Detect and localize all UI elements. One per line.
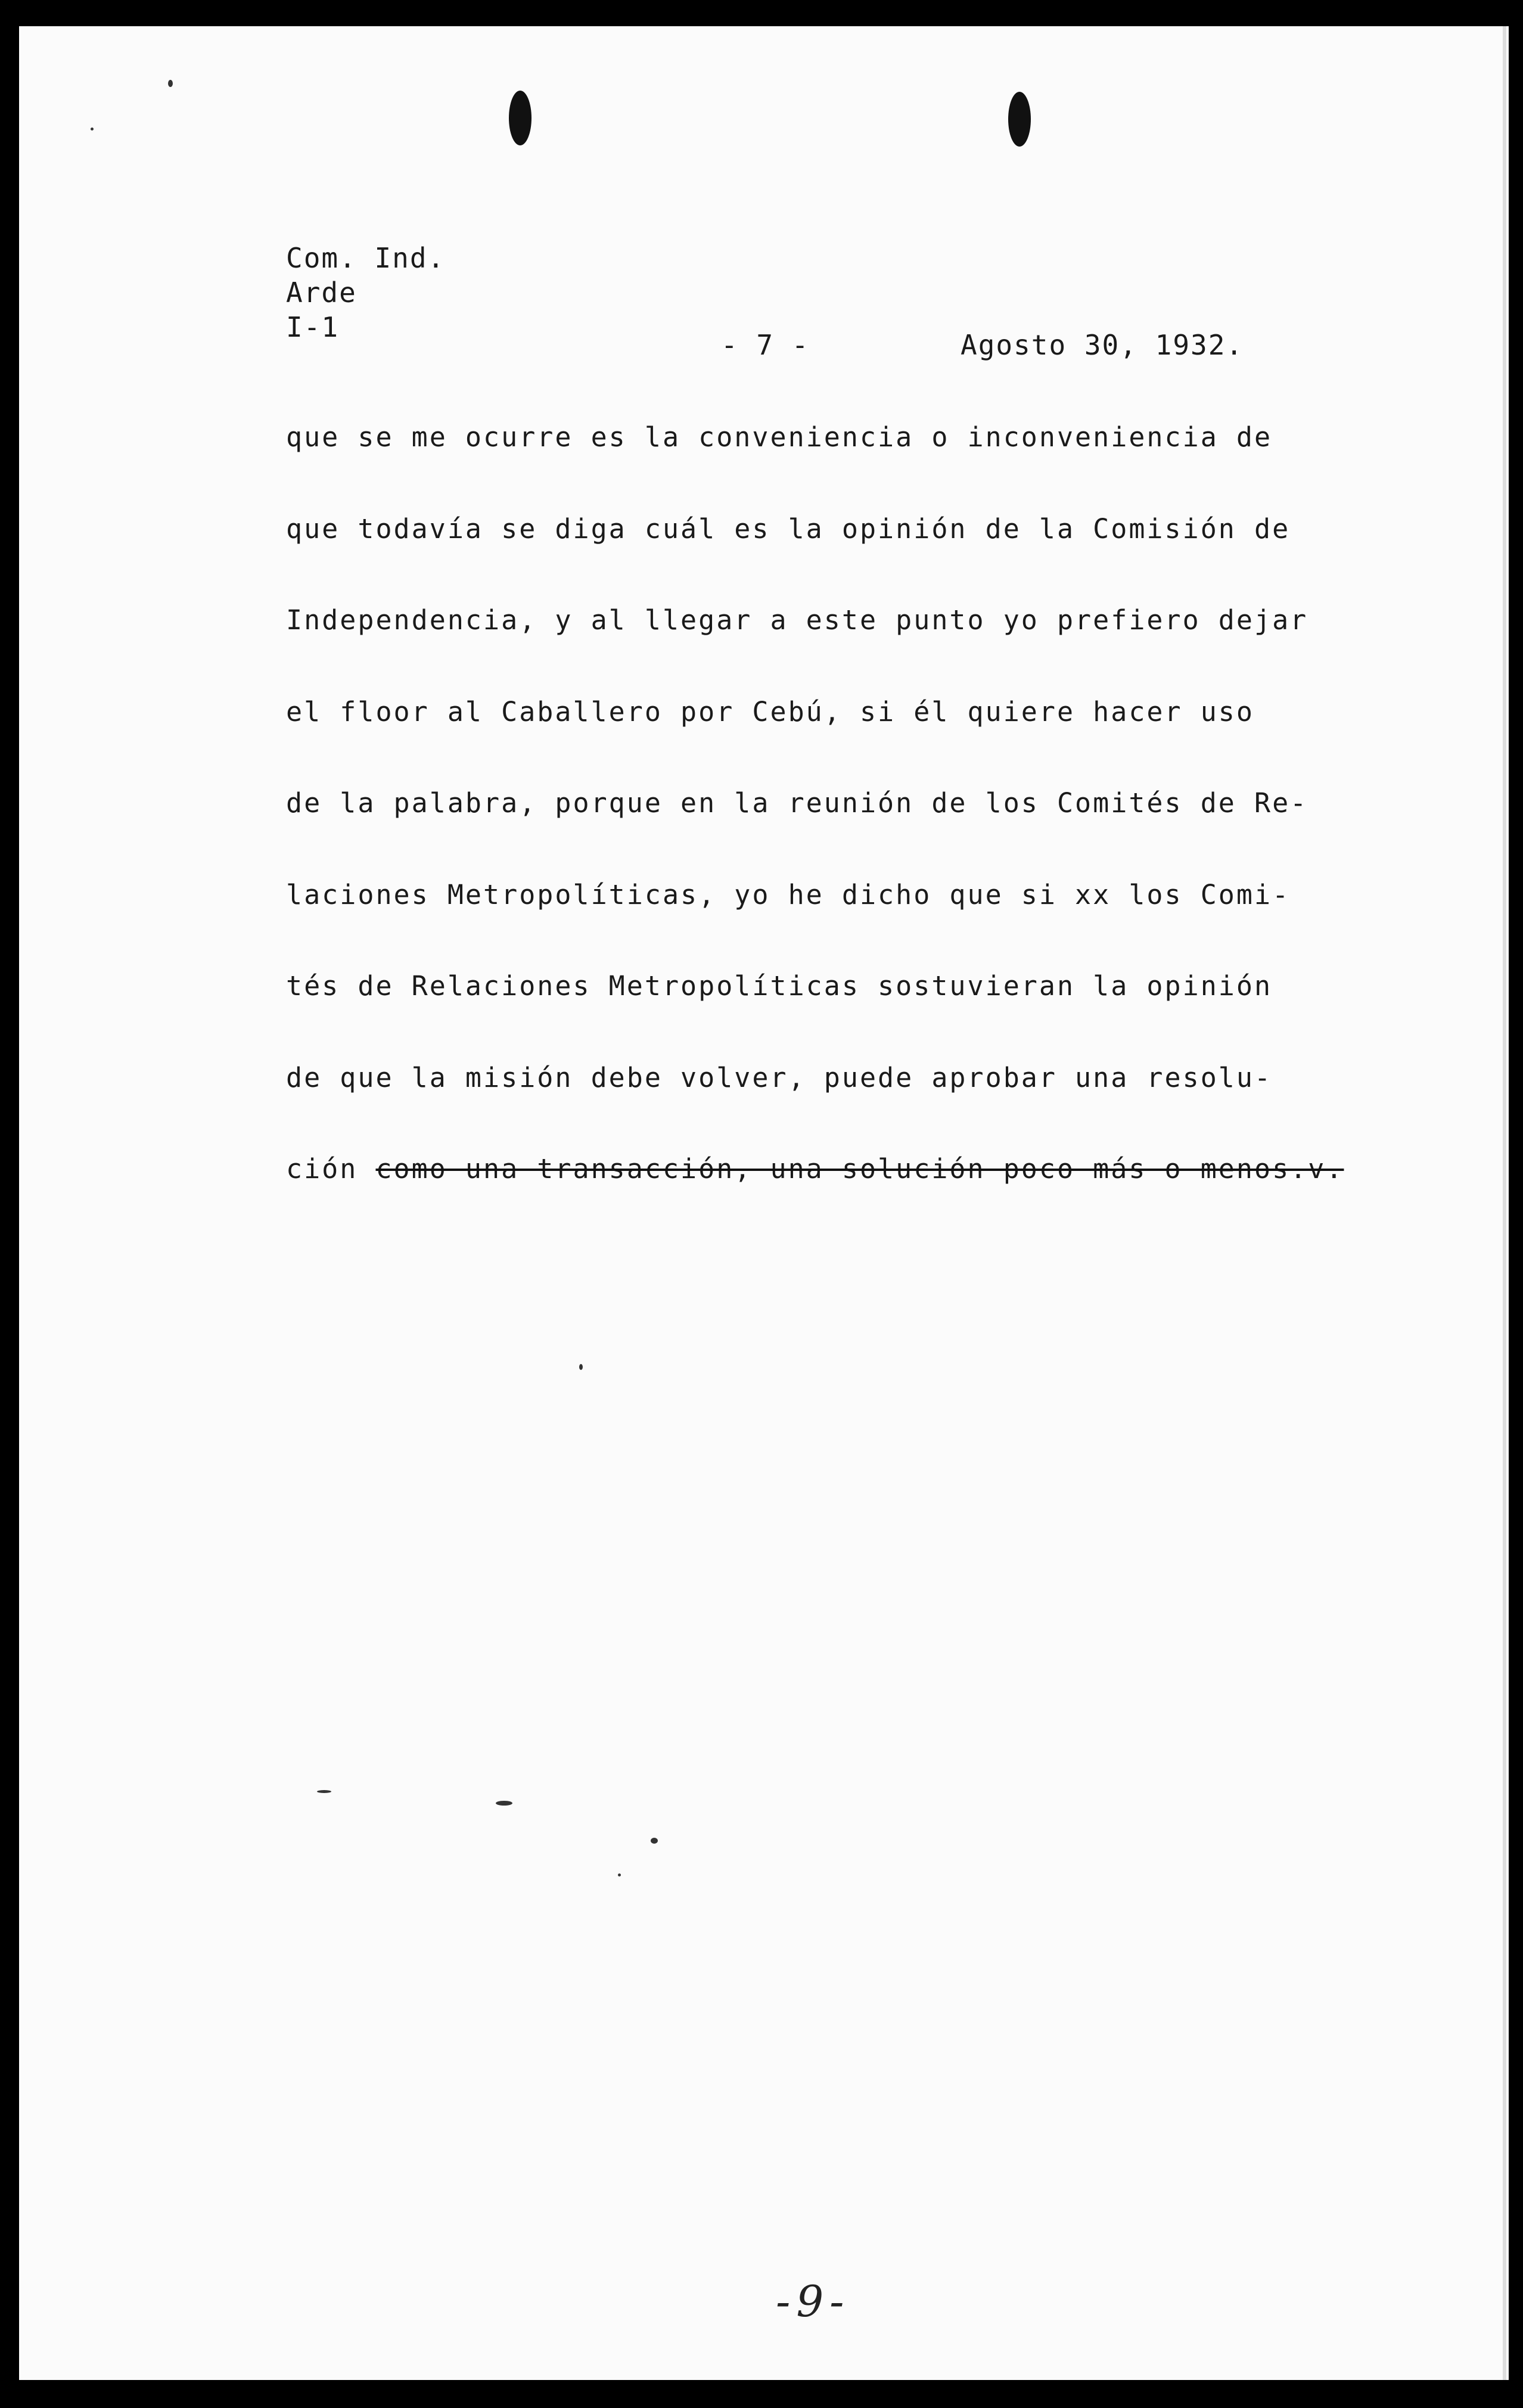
last-line-start: ción [286, 1153, 358, 1185]
struck-through-text: como una transacción, una solución poco más o menos.v. [375, 1153, 1344, 1185]
scan-speck [496, 1801, 512, 1806]
scan-speck [317, 1790, 331, 1793]
header-line-code: I-1 [286, 311, 340, 343]
header-line-initials: Arde [286, 276, 357, 309]
handwritten-page-number: -9- [776, 2276, 850, 2326]
scan-speck [618, 1873, 621, 1876]
body-text [286, 420, 1344, 1243]
binder-hole-left [509, 91, 532, 145]
scan-speck [651, 1838, 658, 1844]
body-line: que se me ocurre es la conveniencia o inconveniencia de [286, 421, 1273, 453]
header-line-committee: Com. Ind. [286, 242, 446, 274]
page-edge-shadow [1503, 26, 1506, 2380]
document-date: Agosto 30, 1932. [961, 329, 1244, 361]
body-line: el floor al Caballero por Cebú, si él quiere hacer uso [286, 695, 1254, 728]
binder-hole-right [1008, 92, 1031, 147]
scan-speck [168, 80, 173, 87]
scan-speck [579, 1364, 583, 1370]
body-line: laciones Metropolíticas, yo he dicho que si xx los Comi- [286, 878, 1291, 911]
body-line: tés de Relaciones Metropolíticas sostuvieran la opinión [286, 970, 1273, 1002]
reference-header [286, 241, 445, 344]
scan-speck [91, 128, 94, 131]
body-line: de que la misión debe volver, puede aprobar una resolu- [286, 1061, 1273, 1093]
page-number: - 7 - [721, 329, 810, 361]
body-line: Independencia, y al llegar a este punto yo prefiero dejar [286, 604, 1308, 636]
body-line: que todavía se diga cuál es la opinión de la Comisión de [286, 512, 1291, 545]
body-line-last [286, 1151, 1344, 1243]
body-line: de la palabra, porque en la reunión de los Comités de Re- [286, 787, 1308, 819]
paper-sheet [19, 26, 1509, 2380]
